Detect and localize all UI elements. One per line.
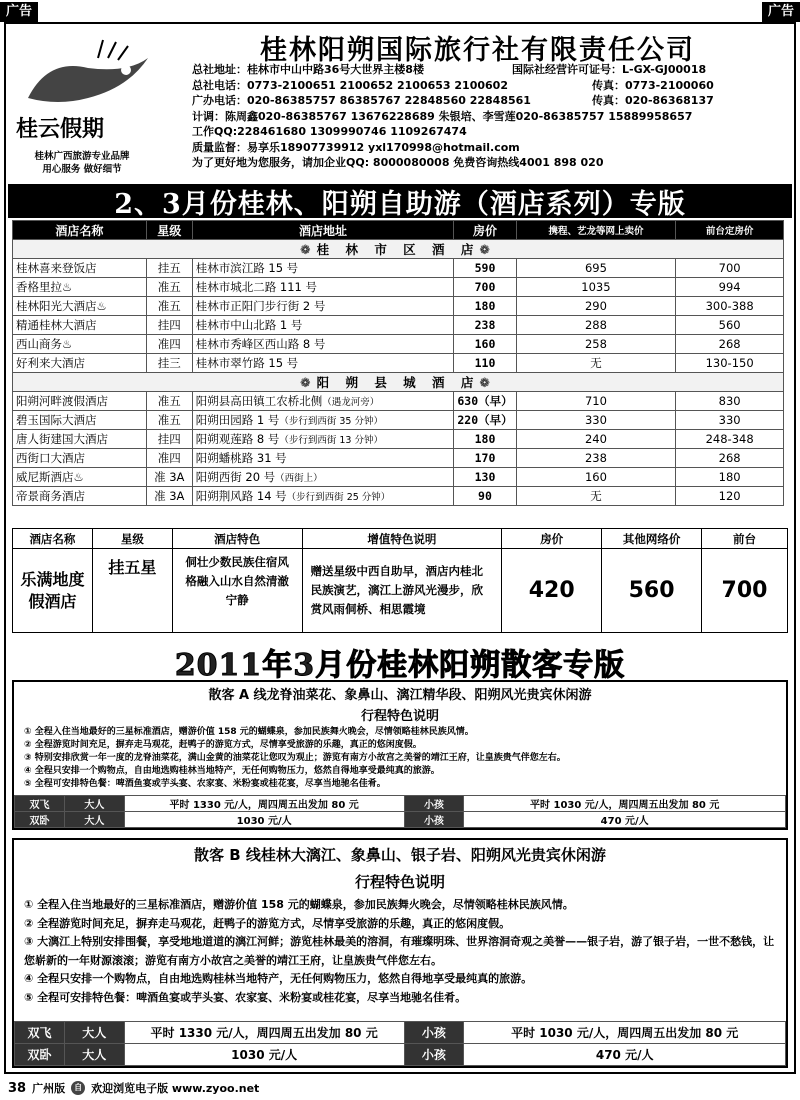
quality: 易享乐18907739912 yxl170998@hotmail.com	[247, 140, 520, 154]
hotel-row	[13, 449, 784, 468]
ad-label-left: 广告	[0, 2, 38, 22]
gz-tel: 020-86385757 86385767 22848560 22848561	[247, 94, 531, 107]
hotel-address: 阳朔观莲路 8 号	[195, 432, 280, 446]
hotel-star: 挂四	[146, 316, 192, 335]
banner-title: 2、3月份桂林、阳朔自助游（酒店系列）专版	[114, 188, 686, 220]
hotel-online-price: 695	[516, 259, 676, 278]
hotel-name: 帝景商务酒店	[13, 487, 147, 506]
hotel-front-price: 330	[676, 411, 784, 430]
line-b-fees	[14, 1021, 786, 1066]
gz-tel-label: 广办电话：	[192, 94, 247, 107]
fee-type: 双卧	[15, 812, 65, 828]
section-county-label: ❁阳 朔 县 城 酒 店❁	[13, 373, 784, 392]
col-online-price: 携程、艺龙等网上卖价	[516, 221, 676, 240]
planner-label: 计调：	[192, 109, 225, 123]
line-b-items	[14, 896, 786, 1007]
hotel-star: 准五	[146, 411, 192, 430]
hotel-row	[13, 335, 784, 354]
resort-name: 乐满地度假酒店	[13, 549, 93, 633]
hotel-front-price: 560	[676, 316, 784, 335]
hotel-front-price: 180	[676, 468, 784, 487]
line-a-subtitle: 行程特色说明	[360, 709, 439, 724]
hotel-row	[13, 354, 784, 373]
footer-url[interactable]: 欢迎浏览电子版 www.zyoo.net	[91, 1082, 260, 1095]
itinerary-item: ④ 全程只安排一个购物点，自由地选购桂林当地特产，无任何购物压力，悠然自得地享受最纯真的旅游。	[24, 972, 533, 985]
hotel-star: 准四	[146, 449, 192, 468]
gz-tel-row	[192, 93, 792, 109]
section-city	[13, 240, 784, 259]
hotel-star: 准五	[146, 278, 192, 297]
hotel-online-price: 258	[516, 335, 676, 354]
hotel-address-cell	[192, 487, 454, 506]
hotel-address: 桂林市正阳门步行街 2 号	[192, 297, 454, 316]
license: L-GX-GJ00018	[622, 63, 707, 76]
fee-child-label: 小孩	[404, 1044, 464, 1066]
resort-front-price: 700	[702, 549, 788, 633]
resort-col-front: 前台	[702, 529, 788, 549]
hotel-table	[12, 220, 784, 506]
planner-row	[192, 109, 792, 125]
hotel-front-price: 700	[676, 259, 784, 278]
hotel-row	[13, 392, 784, 411]
hotel-online-price: 无	[516, 354, 676, 373]
hotel-address-note: （步行到西街 35 分钟）	[279, 416, 383, 427]
hotel-address: 阳朔县高田镇工农桥北侧	[195, 394, 323, 408]
page-footer	[8, 1080, 259, 1096]
hotel-row	[13, 259, 784, 278]
hotel-address: 桂林市城北二路 111 号	[192, 278, 454, 297]
fee-adult-label: 大人	[64, 1022, 124, 1044]
hotel-table-header	[13, 221, 784, 240]
company-logo	[8, 28, 158, 143]
address-row	[192, 62, 792, 78]
hotel-name: 桂林喜来登饭店	[13, 259, 147, 278]
hotel-address: 阳朔蟠桃路 31 号	[195, 451, 287, 465]
service: 为了更好地为您服务，请加企业QQ: 8000080008 免费咨询热线4001 898 020	[192, 156, 604, 169]
fee-adult-price: 1030 元/人	[124, 812, 404, 828]
fee-row	[15, 1044, 786, 1066]
hotel-online-price: 无	[516, 487, 676, 506]
fee-adult-price: 1030 元/人	[124, 1044, 404, 1066]
company-name: 桂林阳朔国际旅行社有限责任公司	[260, 35, 695, 66]
hotel-row	[13, 411, 784, 430]
hotel-name: 西山商务♨	[13, 335, 147, 354]
hotel-front-price: 300-388	[676, 297, 784, 316]
hotel-address-cell	[192, 430, 454, 449]
fax-label: 传真：	[592, 78, 625, 92]
resort-col-star: 星级	[92, 529, 172, 549]
line-a-fees	[14, 795, 786, 828]
itinerary-item: ② 全程游览时间充足，摒弃走马观花，赶鸭子的游览方式，尽情享受旅游的乐趣，真正的悠闲度假。	[24, 740, 422, 750]
hotel-front-price: 830	[676, 392, 784, 411]
quality-label: 质量监督：	[192, 140, 247, 154]
hotel-price: 180	[454, 297, 516, 316]
hotel-star: 准五	[146, 297, 192, 316]
hotel-star: 准 3A	[146, 487, 192, 506]
gz-fax-label: 传真：	[592, 94, 625, 107]
ad-label-right: 广告	[762, 2, 800, 22]
tel-row	[192, 78, 792, 94]
hotel-address: 阳朔荆风路 14 号	[195, 489, 287, 503]
hotel-online-price: 240	[516, 430, 676, 449]
hotel-name: 精通桂林大酒店	[13, 316, 147, 335]
qq-row	[192, 124, 792, 140]
fee-row	[15, 812, 786, 828]
line-a-title: 散客 A 线龙脊油菜花、象鼻山、漓江精华段、阳朔风光贵宾休闲游	[208, 688, 592, 703]
hotel-online-price: 290	[516, 297, 676, 316]
logo-flower-icon	[98, 40, 128, 60]
hotel-star: 准 3A	[146, 468, 192, 487]
col-front-price: 前台定房价	[676, 221, 784, 240]
resort-feature: 侗壮少数民族住宿风格融入山水自然清澈宁静	[172, 549, 302, 633]
license-label: 国际社经营许可证号：	[512, 63, 622, 76]
hotel-row	[13, 487, 784, 506]
hotel-address-cell	[192, 468, 454, 487]
hotel-front-price: 130-150	[676, 354, 784, 373]
fee-adult-label: 大人	[64, 796, 124, 812]
hotel-price: 90	[454, 487, 516, 506]
line-a-items	[14, 726, 786, 791]
tour-line-a	[12, 680, 788, 830]
fee-child-label: 小孩	[404, 1022, 464, 1044]
col-price: 房价	[454, 221, 516, 240]
line-b-subtitle: 行程特色说明	[354, 873, 445, 891]
hotel-row	[13, 430, 784, 449]
service-row	[192, 155, 792, 171]
hotel-front-price: 268	[676, 449, 784, 468]
logo-bird-shape	[28, 58, 148, 102]
fax: 0773-2100060	[625, 78, 714, 92]
hotel-row	[13, 297, 784, 316]
resort-net-price: 560	[602, 549, 702, 633]
hotel-online-price: 710	[516, 392, 676, 411]
qq: 228461680 1309990746 1109267474	[237, 125, 467, 138]
itinerary-item: ② 全程游览时间充足，摒弃走马观花，赶鸭子的游览方式，尽情享受旅游的乐趣，真正的悠闲度假。	[24, 916, 511, 930]
hotel-price: 160	[454, 335, 516, 354]
fee-child-price: 平时 1030 元/人，周四周五出发加 80 元	[464, 1022, 786, 1044]
hotel-price: 130	[454, 468, 516, 487]
fee-child-label: 小孩	[404, 812, 464, 828]
hotel-address: 桂林市翠竹路 15 号	[192, 354, 454, 373]
hotel-star: 挂五	[146, 259, 192, 278]
hotel-address: 阳朔田园路 1 号	[195, 413, 280, 427]
fee-row	[15, 1022, 786, 1044]
hotel-address-note: （遇龙河旁）	[322, 397, 380, 408]
qq-label: 工作QQ:	[192, 125, 238, 138]
col-hotel-name: 酒店名称	[13, 221, 147, 240]
tour-line-b	[12, 838, 788, 1068]
fee-child-price: 平时 1030 元/人，周四周五出发加 80 元	[464, 796, 786, 812]
hotel-address-cell	[192, 411, 454, 430]
hotel-name: 好利来大酒店	[13, 354, 147, 373]
hotel-address-note: （西街上）	[275, 473, 323, 484]
edition: 广州版	[32, 1082, 66, 1095]
hotel-name: 威尼斯酒店♨	[13, 468, 147, 487]
logo-slogan-line2: 用心服务 做好细节	[42, 164, 122, 175]
hotel-name: 香格里拉♨	[13, 278, 147, 297]
hotel-star: 准五	[146, 392, 192, 411]
resort-col-net: 其他网络价	[602, 529, 702, 549]
site-badge-icon: 自	[71, 1081, 85, 1095]
hotel-front-price: 268	[676, 335, 784, 354]
section-city-label: ❁桂 林 市 区 酒 店❁	[13, 240, 784, 259]
hotel-name: 唐人街建国大酒店	[13, 430, 147, 449]
fee-adult-price: 平时 1330 元/人，周四周五出发加 80 元	[124, 796, 404, 812]
hotel-name: 桂林阳光大酒店♨	[13, 297, 147, 316]
resort-col-extra: 增值特色说明	[302, 529, 502, 549]
fee-row	[15, 796, 786, 812]
hotel-address: 桂林市秀峰区西山路 8 号	[192, 335, 454, 354]
resort-row	[13, 549, 788, 633]
hotel-address-cell	[192, 392, 454, 411]
hotel-row	[13, 468, 784, 487]
hotel-online-price: 330	[516, 411, 676, 430]
logo-eye-icon	[121, 65, 131, 75]
hotel-row	[13, 316, 784, 335]
line-b-title: 散客 B 线桂林大漓江、象鼻山、银子岩、阳朔风光贵宾休闲游	[194, 846, 606, 864]
hotel-price: 170	[454, 449, 516, 468]
itinerary-item: ③ 特别安排欣赏一年一度的龙脊油菜花，满山金黄的油菜花让您叹为观止；游览有南方小故宫之美誉的靖江王府，让皇族贵气伴您左右。	[24, 753, 566, 763]
section-county	[13, 373, 784, 392]
company-info	[192, 62, 792, 171]
fee-adult-label: 大人	[64, 812, 124, 828]
resort-table	[12, 528, 788, 633]
hotel-front-price: 248-348	[676, 430, 784, 449]
fee-child-price: 470 元/人	[464, 812, 786, 828]
fee-type: 双飞	[15, 1022, 65, 1044]
page-number: 38	[8, 1080, 27, 1096]
logo-brand: 桂云假期	[16, 116, 105, 142]
hotel-price: 238	[454, 316, 516, 335]
hotel-price: 700	[454, 278, 516, 297]
hotel-price: 630（早）	[454, 392, 516, 411]
tel: 0773-2100651 2100652 2100653 2100602	[247, 78, 508, 92]
itinerary-item: ① 全程入住当地最好的三星标准酒店，赠游价值 158 元的蝴蝶泉，参加民族舞火晚会，尽情领略桂林民族风情。	[24, 727, 474, 737]
fee-adult-price: 平时 1330 元/人，周四周五出发加 80 元	[124, 1022, 404, 1044]
hotel-star: 挂四	[146, 430, 192, 449]
fee-adult-label: 大人	[64, 1044, 124, 1066]
hotel-front-price: 120	[676, 487, 784, 506]
hotel-name: 西街口大酒店	[13, 449, 147, 468]
self-tour-banner	[8, 184, 792, 218]
planner: 陈周鑫020-86385767 13676228689 朱银培、李雪莲020-86385757 15889958657	[225, 109, 693, 123]
resort-star: 挂五星	[92, 549, 172, 633]
fee-type: 双飞	[15, 796, 65, 812]
fee-type: 双卧	[15, 1044, 65, 1066]
resort-price: 420	[502, 549, 602, 633]
hotel-price: 220（早）	[454, 411, 516, 430]
quality-row	[192, 140, 792, 156]
itinerary-item: ③ 大漓江上特别安排围餐，享受地地道道的漓江河鲜；游览桂林最美的溶洞，有璀璨明珠、世界溶洞奇观之美誉——银子岩，游了银子岩，一世不愁钱，让您崭新的一年财源滚滚；游览有南方小故宫之美誉的靖江王府，让皇族贵气伴您左右。	[24, 935, 775, 967]
hotel-name: 阳朔河畔渡假酒店	[13, 392, 147, 411]
hotel-address-note: （步行到西街 25 分钟）	[286, 492, 391, 503]
hotel-row	[13, 278, 784, 297]
gz-fax: 020-86368137	[625, 94, 714, 107]
hotel-address-note: （步行到西街 13 分钟）	[279, 435, 383, 446]
resort-col-feature: 酒店特色	[172, 529, 302, 549]
hotel-address: 桂林市滨江路 15 号	[192, 259, 454, 278]
fee-child-price: 470 元/人	[464, 1044, 786, 1066]
addr-label: 总社地址：	[192, 63, 247, 76]
col-star: 星级	[146, 221, 192, 240]
hotel-price: 180	[454, 430, 516, 449]
itinerary-item: ⑤ 全程可安排特色餐：啤酒鱼宴或芋头宴、农家宴、米粉宴或桂花宴，尽享当地驰名佳肴。	[24, 779, 386, 789]
address: 桂林市中山中路36号大世界主楼8楼	[247, 63, 424, 76]
hotel-star: 准四	[146, 335, 192, 354]
resort-col-name: 酒店名称	[13, 529, 93, 549]
itinerary-item: ④ 全程只安排一个购物点，自由地选购桂林当地特产，无任何购物压力，悠然自得地享受最纯真的旅游。	[24, 766, 440, 776]
hotel-name: 碧玉国际大酒店	[13, 411, 147, 430]
logo-slogan	[2, 150, 162, 176]
hotel-online-price: 1035	[516, 278, 676, 297]
resort-col-price: 房价	[502, 529, 602, 549]
resort-header	[13, 529, 788, 549]
itinerary-item: ① 全程入住当地最好的三星标准酒店，赠游价值 158 元的蝴蝶泉，参加民族舞火晚会，尽情领略桂林民族风情。	[24, 898, 574, 911]
col-address: 酒店地址	[192, 221, 454, 240]
hotel-online-price: 160	[516, 468, 676, 487]
hotel-price: 590	[454, 259, 516, 278]
itinerary-item: ⑤ 全程可安排特色餐：啤酒鱼宴或芋头宴、农家宴、米粉宴或桂花宴，尽享当地驰名佳肴。	[24, 990, 467, 1004]
hotel-address-cell	[192, 449, 454, 468]
hotel-star: 挂三	[146, 354, 192, 373]
hotel-address: 阳朔西街 20 号	[195, 470, 276, 484]
tel-label: 总社电话：	[192, 78, 247, 92]
hotel-online-price: 288	[516, 316, 676, 335]
hotel-online-price: 238	[516, 449, 676, 468]
hotel-front-price: 994	[676, 278, 784, 297]
resort-extra: 赠送星级中西自助早，酒店内桂北民族演艺，漓江上游风光漫步，欣赏风雨侗桥、相思霞境	[302, 549, 502, 633]
logo-slogan-line1: 桂林广西旅游专业品牌	[34, 151, 130, 162]
hotel-address: 桂林市中山北路 1 号	[192, 316, 454, 335]
hotel-price: 110	[454, 354, 516, 373]
fee-child-label: 小孩	[404, 796, 464, 812]
scattered-tour-title: 2011年3月份桂林阳朔散客专版	[174, 648, 626, 683]
